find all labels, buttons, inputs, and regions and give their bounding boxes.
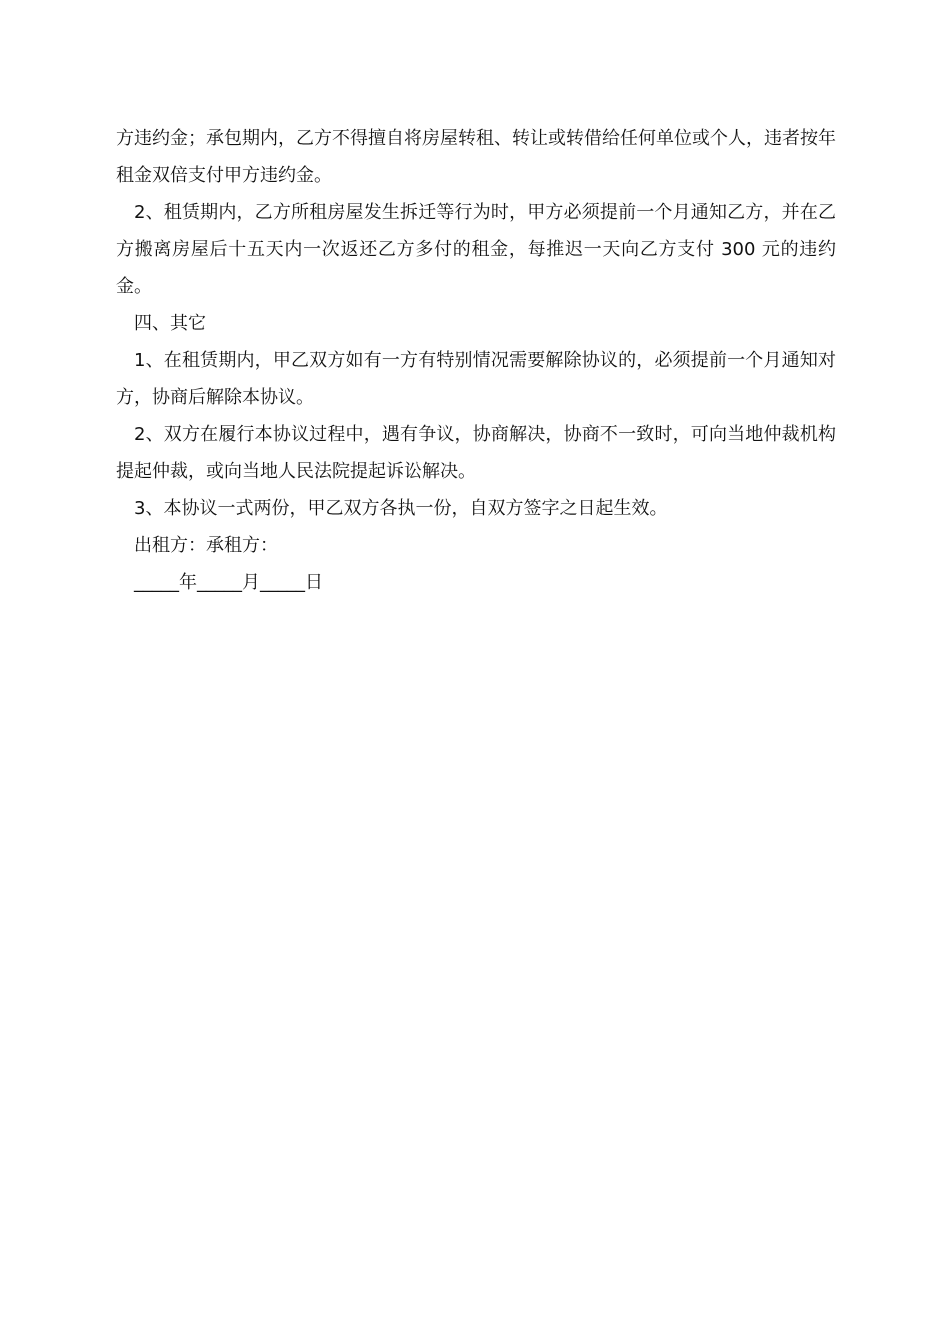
section-heading-other: 四、其它	[134, 313, 206, 334]
paragraph-clause-3-copies: 3、本协议一式两份，甲乙双方各执一份，自双方签字之日起生效。	[134, 498, 668, 519]
paragraph-clause-1-termination: 1、在租赁期内，甲乙双方如有一方有特别情况需要解除协议的，必须提前一个月通知对方，协商后解除本协议。	[116, 350, 836, 408]
paragraph-penalty-continuation: 方违约金；承包期内，乙方不得擅自将房屋转租、转让或转借给任何单位或个人，违者按年租金双倍支付甲方违约金。	[116, 128, 836, 186]
signature-date-line: _____年_____月_____日	[134, 572, 323, 593]
paragraph-clause-2-demolition: 2、租赁期内，乙方所租房屋发生拆迁等行为时，甲方必须提前一个月通知乙方，并在乙方搬离房屋后十五天内一次返还乙方多付的租金，每推迟一天向乙方支付 300 元的违约金。	[116, 202, 836, 297]
paragraph-clause-2-dispute: 2、双方在履行本协议过程中，遇有争议，协商解决，协商不一致时，可向当地仲裁机构提起仲裁，或向当地人民法院提起诉讼解决。	[116, 424, 836, 482]
signature-parties-line: 出租方：承租方：	[134, 535, 278, 556]
document-body	[116, 120, 836, 601]
